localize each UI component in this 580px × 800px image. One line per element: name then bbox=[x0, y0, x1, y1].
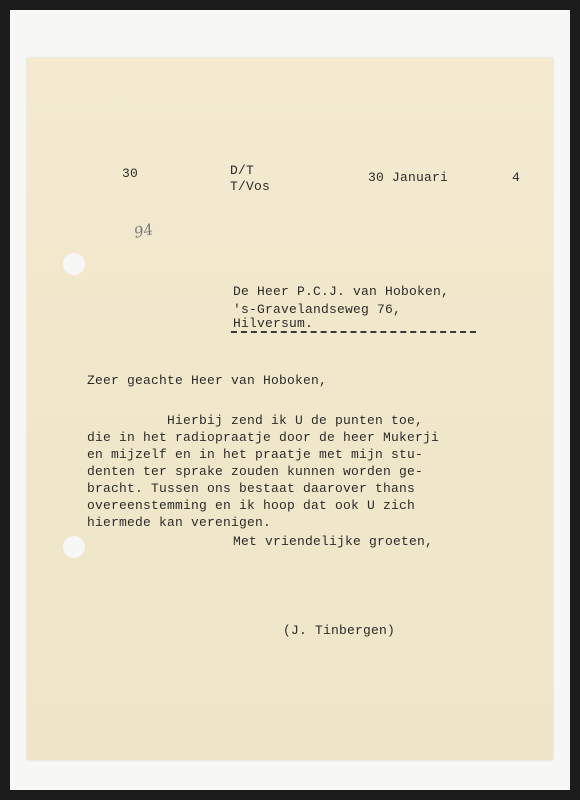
header-reference-line1: D/T bbox=[230, 163, 255, 178]
body-line-4: denten ter sprake zouden kunnen worden ge- bbox=[87, 464, 424, 479]
punch-hole-paper-top bbox=[63, 253, 85, 275]
address-line2: 's-Gravelandseweg 76, bbox=[233, 302, 402, 317]
address-line1: De Heer P.C.J. van Hoboken, bbox=[233, 284, 450, 299]
header-reference-line2: T/Vos bbox=[230, 179, 271, 194]
address-underline bbox=[231, 331, 476, 333]
header-date: 30 Januari bbox=[368, 170, 449, 185]
body-line-2: die in het radiopraatje door de heer Mukerji bbox=[87, 430, 440, 445]
body-line-6: overeenstemming en ik hoop dat ook U zich bbox=[87, 498, 416, 513]
body-line-3: en mijzelf en in het praatje met mijn stu- bbox=[87, 447, 424, 462]
closing: Met vriendelijke groeten, bbox=[233, 534, 434, 549]
body-line-1: Hierbij zend ik U de punten toe, bbox=[87, 413, 424, 428]
handwritten-note: 94 bbox=[132, 220, 155, 242]
punch-hole-paper-bottom bbox=[63, 536, 85, 558]
address-line3: Hilversum. bbox=[233, 316, 314, 331]
body-line-5: bracht. Tussen ons bestaat daarover thans bbox=[87, 481, 416, 496]
header-number-right: 4 bbox=[512, 170, 521, 185]
salutation: Zeer geachte Heer van Hoboken, bbox=[87, 373, 328, 388]
signature: (J. Tinbergen) bbox=[283, 623, 396, 638]
header-number-left: 30 bbox=[122, 166, 139, 181]
letter-page bbox=[27, 58, 553, 760]
body-line-7: hiermede kan verenigen. bbox=[87, 515, 272, 530]
